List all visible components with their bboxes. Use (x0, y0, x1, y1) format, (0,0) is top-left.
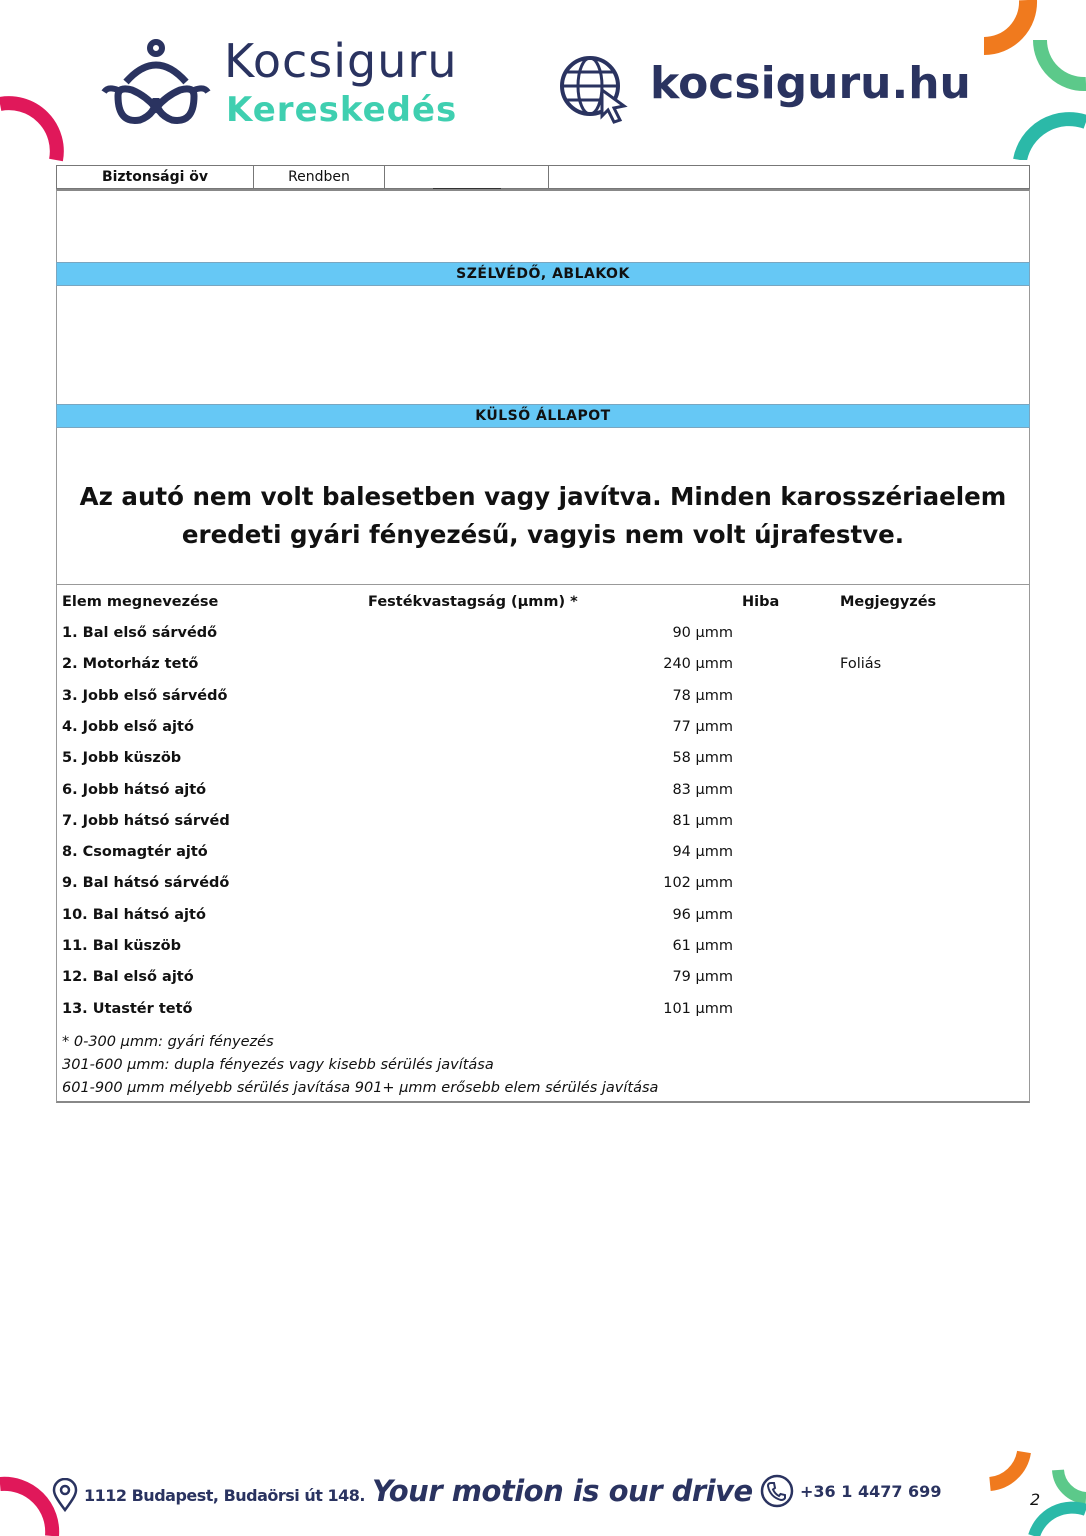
element-name: 13. Utastér tető (62, 1000, 193, 1017)
thickness-value: 78 µmm (672, 687, 733, 704)
element-name: 11. Bal küszöb (62, 938, 181, 954)
page-number: 2 (1030, 1490, 1041, 1509)
paint-thickness-table (56, 584, 1030, 1103)
thickness-value: 81 µmm (672, 812, 733, 829)
site-url: kocsiguru.hu (650, 58, 971, 109)
seatbelt-blank-cell (385, 166, 549, 188)
section-windows: SZÉLVÉDŐ, ABLAKOK (56, 262, 1030, 286)
thickness-value: 102 µmm (663, 875, 733, 892)
element-name: 1. Bal első sárvédő (62, 625, 218, 641)
location-pin-icon (52, 1478, 78, 1512)
thickness-value: 77 µmm (672, 718, 733, 735)
windows-content-box (56, 286, 1030, 404)
element-name: 4. Jobb első ajtó (62, 718, 194, 735)
kocsiguru-logo-icon (96, 38, 216, 130)
footnote: 301-600 µmm: dupla fényezés vagy kisebb sérülés javítása (62, 1057, 494, 1073)
section-exterior: KÜLSŐ ÁLLAPOT (56, 404, 1030, 428)
footnote: 601-900 µmm mélyebb sérülés javítása 901+ µmm erősebb elem sérülés javítása (62, 1080, 659, 1096)
table-row (57, 994, 1029, 1025)
table-row (57, 681, 1029, 712)
table-row (57, 712, 1029, 743)
element-name: 6. Jobb hátsó ajtó (62, 781, 207, 798)
phone-icon (760, 1474, 794, 1508)
blank-line (433, 176, 501, 189)
element-name: 7. Jobb hátsó sárvéd (62, 812, 230, 829)
thickness-value: 61 µmm (672, 938, 733, 954)
footnote: * 0-300 µmm: gyári fényezés (62, 1034, 274, 1050)
seatbelt-status: Rendben (254, 166, 385, 188)
table-row (57, 837, 1029, 868)
element-name: 2. Motorház tető (62, 656, 199, 673)
table-row (57, 743, 1029, 774)
exterior-statement: Az autó nem volt balesetben vagy javítva. Minden karosszériaelem eredeti gyári fényezésű, vagyis nem volt újrafestve. (79, 482, 1007, 549)
seatbelt-empty-cell (549, 166, 1029, 188)
table-row (57, 931, 1029, 962)
table-row (57, 618, 1029, 649)
seatbelt-label: Biztonsági öv (57, 166, 254, 188)
element-name: 3. Jobb első sárvédő (62, 687, 228, 704)
footer-address: 1112 Budapest, Budaörsi út 148. (84, 1486, 365, 1505)
thickness-value: 83 µmm (672, 781, 733, 798)
thickness-value: 79 µmm (672, 969, 733, 986)
table-row (57, 962, 1029, 993)
brand-name: Kocsiguru (224, 34, 458, 88)
table-header (57, 587, 1029, 618)
element-note: Foliás (840, 656, 882, 673)
thickness-value: 94 µmm (672, 844, 733, 861)
table-footnotes (62, 1031, 658, 1100)
footer-phone: +36 1 4477 699 (800, 1482, 942, 1501)
empty-notes-box (56, 189, 1030, 262)
table-row (57, 900, 1029, 931)
element-name: 5. Jobb küszöb (62, 750, 182, 767)
thickness-value: 90 µmm (672, 625, 733, 641)
seatbelt-row (56, 165, 1030, 189)
header-name: Elem megnevezése (62, 594, 219, 610)
brand-subtitle: Kereskedés (226, 90, 458, 130)
thickness-value: 101 µmm (663, 1000, 733, 1017)
element-name: 10. Bal hátsó ajtó (62, 906, 206, 923)
thickness-value: 58 µmm (672, 750, 733, 767)
header-note: Megjegyzés (840, 594, 937, 610)
header-defect: Hiba (742, 594, 780, 610)
header-thickness: Festékvastagság (µmm) * (368, 594, 578, 610)
table-row (57, 868, 1029, 899)
element-name: 9. Bal hátsó sárvédő (62, 875, 230, 892)
table-row (57, 775, 1029, 806)
thickness-value: 240 µmm (663, 656, 733, 673)
element-name: 8. Csomagtér ajtó (62, 844, 208, 861)
globe-cursor-icon (558, 54, 628, 124)
footer-slogan: Your motion is our drive (372, 1474, 753, 1508)
table-row (57, 806, 1029, 837)
table-row (57, 649, 1029, 680)
element-name: 12. Bal első ajtó (62, 969, 194, 986)
thickness-value: 96 µmm (672, 906, 733, 923)
page-header (0, 0, 1086, 160)
